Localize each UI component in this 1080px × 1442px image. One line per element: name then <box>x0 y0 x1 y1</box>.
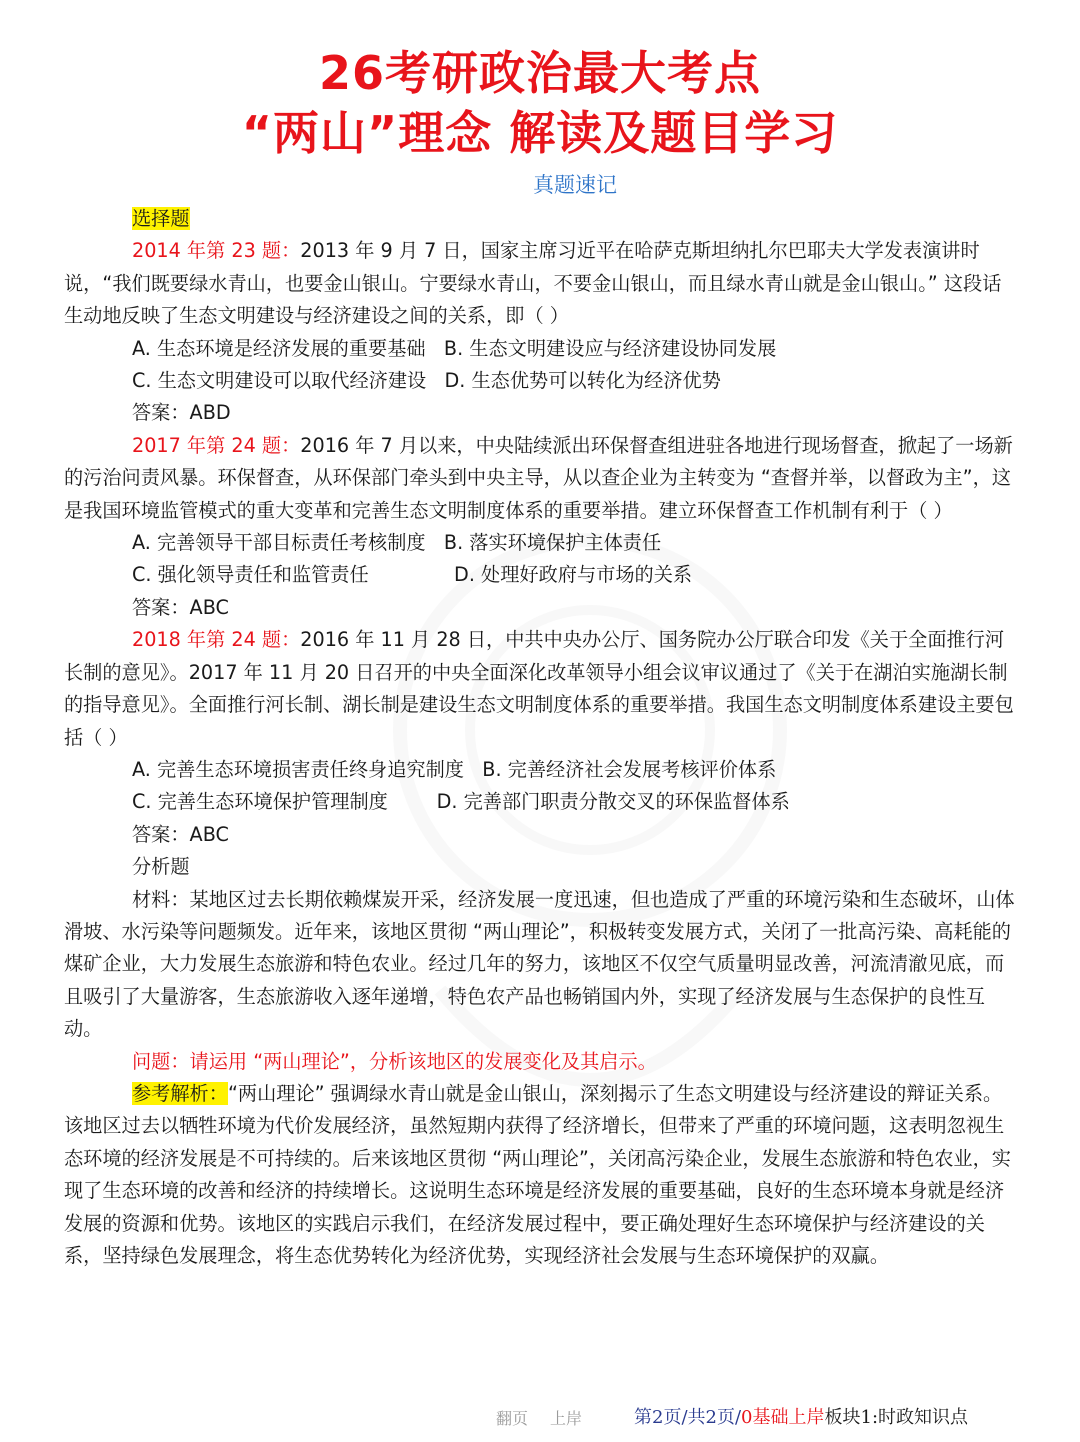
subtitle: 真题速记 <box>533 173 617 197</box>
options-row: A. 完善生态环境损害责任终身追究制度 B. 完善经济社会发展考核评价体系 <box>132 757 777 781</box>
reference-text: “两山理论” 强调绿水青山就是金山银山，深刻揭示了生态文明建设与经济建设的辩证关系。该地区过去以牺牲环境为代价发展经济，虽然短期内获得了经济增长，但带来了严重的环境问题，这表明忽视生态环境的经济发展是不可持续的。后来该地区贯彻 “两山理论”，关闭高污染企业，发展生态旅游和特色农业，实现了生态环境的改善和经济的持续增长。这说明生态环境是经济发展的重要基础，良好的生态环境本身就是经济发展的资源和优势。该地区的实践启示我们，在经济发展过程中，要正确处理好生态环境保护与经济建设的关系，坚持绿色发展理念，将生态优势转化为经济优势，实现经济社会发展与生态环境保护的双赢。 <box>64 1081 1011 1267</box>
title-line-2: “两山”理念 解读及题目学习 <box>241 106 839 160</box>
footer-nav <box>496 1406 604 1429</box>
question-text: 2013 年 9 月 7 日，国家主席习近平在哈萨克斯坦纳扎尔巴耶夫大学发表演讲时说，“我们既要绿水青山，也要金山银山。宁要绿水青山，不要金山银山，而且绿水青山就是金山银山。” 这段话生动地反映了生态文明建设与经济建设之间的关系，即（ ） <box>64 239 1002 328</box>
footer-module: 板块1:时政知识点 <box>824 1407 969 1428</box>
question-label: 2017 年第 24 题： <box>132 433 301 457</box>
answer: 答案：ABC <box>132 595 229 619</box>
section-heading-choice: 选择题 <box>132 207 190 230</box>
footer-page-info: 第2页/共2页/0基础上岸板块1:时政知识点 <box>634 1407 969 1428</box>
analysis-question: 问题：请运用 “两山理论”，分析该地区的发展变化及其启示。 <box>132 1049 657 1073</box>
options-row: C. 完善生态环境保护管理制度 D. 完善部门职责分散交叉的环保监督体系 <box>132 790 790 814</box>
options-row: A. 生态环境是经济发展的重要基础 B. 生态文明建设应与经济建设协同发展 <box>132 336 777 360</box>
title-line-1: 26考研政治最大考点 <box>318 46 761 100</box>
question-2018 <box>64 624 1016 754</box>
content-body <box>64 203 1016 1272</box>
reference-label: 参考解析： <box>132 1081 228 1105</box>
answer: 答案：ABC <box>132 822 229 846</box>
next-page-link[interactable]: 上岸 <box>550 1409 583 1428</box>
options-row: A. 完善领导干部目标责任考核制度 B. 落实环境保护主体责任 <box>132 531 662 555</box>
reference-answer <box>64 1078 1016 1272</box>
answer: 答案：ABD <box>132 401 231 425</box>
question-text: 2016 年 7 月以来，中央陆续派出环保督查组进驻各地进行现场督查，掀起了一场新的污治问责风暴。环保督查，从环保部门牵头到中央主导，从以查企业为主转变为 “查督并举，以督政为主”，这是我国环境监管模式的重大变革和完善生态文明制度体系的重要举措。建立环保督查工作机制有利于（ ） <box>64 433 1013 522</box>
options-row: C. 生态文明建设可以取代经济建设 D. 生态优势可以转化为经济优势 <box>132 369 721 393</box>
question-2017 <box>64 430 1016 527</box>
question-label: 2014 年第 23 题： <box>132 239 301 263</box>
material-text: 材料：某地区过去长期依赖煤炭开采，经济发展一度迅速，但也造成了严重的环境污染和生态破坏，山体滑坡、水污染等问题频发。近年来，该地区贯彻 “两山理论”，积极转变发展方式，关闭了一批高污染、高耗能的煤矿企业，大力发展生态旅游和特色农业。经过几年的努力，该地区不仅空气质量明显改善，河流清澈见底，而且吸引了大量游客，生态旅游收入逐年递增，特色农产品也畅销国内外，实现了经济发展与生态保护的良性互动。 <box>64 887 1015 1041</box>
question-text: 2016 年 11 月 28 日，中共中央办公厅、国务院办公厅联合印发《关于全面推行河长制的意见》。2017 年 11 月 20 日召开的中央全面深化改革领导小组会议审议通过了《关于在湖泊实施湖长制的指导意见》。全面推行河长制、湖长制是建设生态文明制度体系的重要举措。我国生态文明制度体系建设主要包括（ ） <box>64 628 1014 749</box>
prev-page-link[interactable]: 翻页 <box>496 1409 529 1428</box>
footer-brand: 0基础上岸 <box>741 1407 825 1428</box>
section-heading-analysis: 分析题 <box>132 855 190 879</box>
page-footer <box>0 1401 1080 1437</box>
question-label: 2018 年第 24 题： <box>132 628 301 652</box>
options-row: C. 强化领导责任和监管责任 D. 处理好政府与市场的关系 <box>132 563 693 587</box>
question-2014 <box>64 235 1016 332</box>
